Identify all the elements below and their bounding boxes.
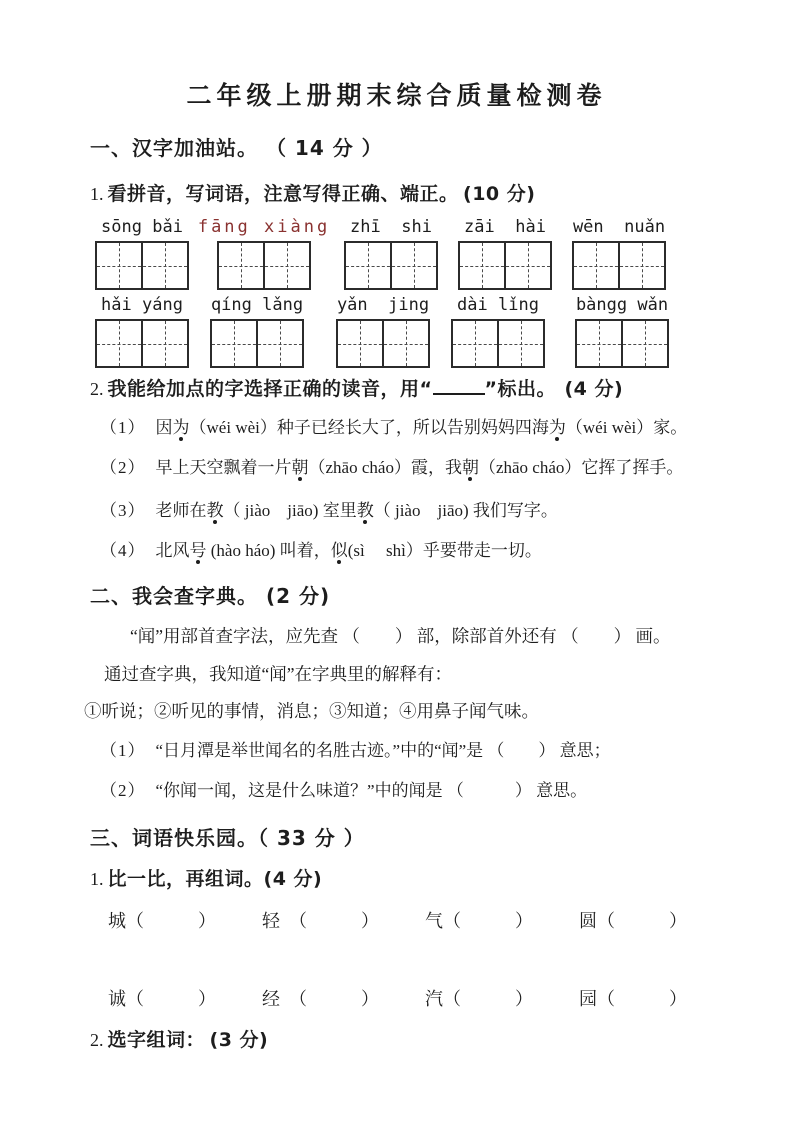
answer-paren[interactable]: （ ） <box>298 989 379 1009</box>
word-char: 气 <box>425 911 443 931</box>
grid-cell[interactable] <box>212 321 258 366</box>
grid-cell[interactable] <box>499 321 543 366</box>
word-char: 城 <box>108 911 126 931</box>
pinyin-grid-group <box>337 294 429 368</box>
pinyin-grid-group <box>573 216 665 290</box>
item-number: （3） <box>100 501 146 520</box>
q-label: 比一比，再组词。 <box>107 868 264 890</box>
q1-label: 看拼音，写词语，注意写得正确、端正。 <box>107 183 459 205</box>
writing-grid[interactable] <box>344 241 438 290</box>
pinyin-label: zhī shi <box>350 217 432 237</box>
writing-grid[interactable] <box>95 241 189 290</box>
answer-paren[interactable]: （ ） <box>443 989 533 1009</box>
question-item <box>100 538 793 564</box>
pinyin-label: fāng xiàng <box>197 217 331 237</box>
q-number: 2. <box>90 1030 104 1050</box>
q-label: 选字组词： <box>107 1029 206 1051</box>
item-text: 北风号 (hào háo) 叫着，似(sì shì）乎要带走一切。 <box>155 541 542 560</box>
word-char: 圆 <box>579 911 597 931</box>
word-char: 园 <box>579 989 597 1009</box>
word-pair <box>579 985 687 1011</box>
q2-label-pre: 我能给加点的字选择正确的读音，用“ <box>107 378 433 400</box>
pinyin-grid-group <box>452 294 544 368</box>
writing-grid[interactable] <box>458 241 552 290</box>
grid-cell[interactable] <box>574 243 620 288</box>
section-one-heading: 一、汉字加油站。 （ 14 分 ） <box>90 136 383 160</box>
word-pair-row <box>108 907 793 933</box>
word-char: 经 <box>262 989 280 1009</box>
question-item <box>100 738 793 764</box>
word-pair <box>425 907 533 933</box>
pinyin-label: dài lǐng <box>457 295 539 315</box>
grid-cell[interactable] <box>623 321 667 366</box>
grid-cell[interactable] <box>143 243 187 288</box>
q1-heading <box>90 179 793 206</box>
q2-score: (4 分) <box>564 378 624 400</box>
pinyin-label: wēn nuǎn <box>572 217 666 237</box>
writing-grid[interactable] <box>575 319 669 368</box>
section-two-heading: 二、我会查字典。 (2 分) <box>90 584 331 608</box>
item-number: （1） <box>100 741 146 760</box>
pinyin-grid-block <box>90 216 750 368</box>
item-text: 早上天空飘着一片朝（zhāo cháo）霞，我朝（zhāo cháo）它挥了挥手。 <box>155 458 684 477</box>
question-item <box>100 415 793 441</box>
writing-grid[interactable] <box>95 319 189 368</box>
item-text: “日月潭是举世闻名的名胜古迹。”中的“闻”是 （ ） 意思； <box>155 741 611 760</box>
answer-paren[interactable]: （ ） <box>597 989 687 1009</box>
pinyin-label: qíng lǎng <box>210 295 304 315</box>
grid-cell[interactable] <box>258 321 302 366</box>
grid-cell[interactable] <box>392 243 436 288</box>
pinyin-grid-group <box>576 294 668 368</box>
pinyin-grid-group <box>211 294 303 368</box>
choose-words-heading <box>90 1025 793 1052</box>
pinyin-grid-group <box>345 216 437 290</box>
grid-cell[interactable] <box>620 243 664 288</box>
pinyin-label: bàngg wǎn <box>575 295 669 315</box>
grid-cell[interactable] <box>346 243 392 288</box>
grid-cell[interactable] <box>506 243 550 288</box>
grid-cell[interactable] <box>219 243 265 288</box>
word-char: 轻 <box>262 911 280 931</box>
writing-grid[interactable] <box>572 241 666 290</box>
grid-cell[interactable] <box>460 243 506 288</box>
grid-cell[interactable] <box>265 243 309 288</box>
item-text: “你闻一闻，这是什么味道？”中的闻是 （ ） 意思。 <box>155 781 588 800</box>
dictionary-line: “闻”用部首查字法，应先查 （ ） 部，除部首外还有 （ ） 画。 <box>130 626 671 646</box>
question-item <box>100 778 793 804</box>
answer-paren[interactable]: （ ） <box>298 911 379 931</box>
item-number: （2） <box>100 781 146 800</box>
word-pair <box>108 907 216 933</box>
grid-cell[interactable] <box>97 243 143 288</box>
word-char: 汽 <box>425 989 443 1009</box>
pinyin-grid-group <box>96 216 188 290</box>
question-item <box>100 455 793 481</box>
pinyin-label: zāi hài <box>464 217 546 237</box>
pinyin-label: yǎn jing <box>336 295 430 315</box>
definition-line: ①听说；②听见的事情，消息；③知道；④用鼻子闻气味。 <box>84 701 539 721</box>
grid-cell[interactable] <box>453 321 499 366</box>
writing-grid[interactable] <box>217 241 311 290</box>
q2-label-post: ”标出。 <box>484 378 547 400</box>
q-number: 1. <box>90 869 104 889</box>
word-pair <box>425 985 533 1011</box>
grid-cell[interactable] <box>338 321 384 366</box>
grid-cell[interactable] <box>97 321 143 366</box>
item-number: （2） <box>100 458 146 477</box>
q2-number: 2. <box>90 379 104 399</box>
answer-paren[interactable]: （ ） <box>597 911 687 931</box>
dictionary-line: 通过查字典，我知道“闻”在字典里的解释有： <box>104 664 453 684</box>
q1-number: 1. <box>90 184 104 204</box>
writing-grid[interactable] <box>336 319 430 368</box>
item-number: （1） <box>100 418 146 437</box>
item-number: （4） <box>100 541 146 560</box>
q2-heading <box>90 374 793 401</box>
grid-cell[interactable] <box>143 321 187 366</box>
word-pair <box>579 907 687 933</box>
pinyin-grid-group <box>96 294 188 368</box>
underline-blank <box>433 389 485 395</box>
grid-cell[interactable] <box>384 321 428 366</box>
item-text: 老师在教（ jiào jiāo) 室里教（ jiào jiāo) 我们写字。 <box>155 501 558 520</box>
word-char: 诚 <box>108 989 126 1009</box>
pinyin-label: hǎi yáng <box>101 295 183 315</box>
word-pair <box>262 985 379 1011</box>
q1-score: (10 分) <box>463 183 536 205</box>
item-text: 因为（wéi wèi）种子已经长大了，所以告别妈妈四海为（wéi wèi）家。 <box>155 418 688 437</box>
pinyin-grid-group <box>459 216 551 290</box>
question-item <box>100 498 793 524</box>
section-three-heading: 三、词语快乐园。（ 33 分 ） <box>90 826 365 850</box>
grid-cell[interactable] <box>577 321 623 366</box>
q-score: (3 分) <box>209 1029 269 1051</box>
answer-paren[interactable]: （ ） <box>126 989 216 1009</box>
writing-grid[interactable] <box>451 319 545 368</box>
writing-grid[interactable] <box>210 319 304 368</box>
word-pair <box>108 985 216 1011</box>
pinyin-label: sōng bǎi <box>101 217 183 237</box>
q-score: (4 分) <box>263 868 323 890</box>
answer-paren[interactable]: （ ） <box>443 911 533 931</box>
pinyin-grid-group <box>197 216 331 290</box>
compare-words-heading <box>90 864 793 891</box>
answer-paren[interactable]: （ ） <box>126 911 216 931</box>
word-pair-row <box>108 985 793 1011</box>
page-title: 二年级上册期末综合质量检测卷 <box>186 81 607 110</box>
word-pair <box>262 907 379 933</box>
